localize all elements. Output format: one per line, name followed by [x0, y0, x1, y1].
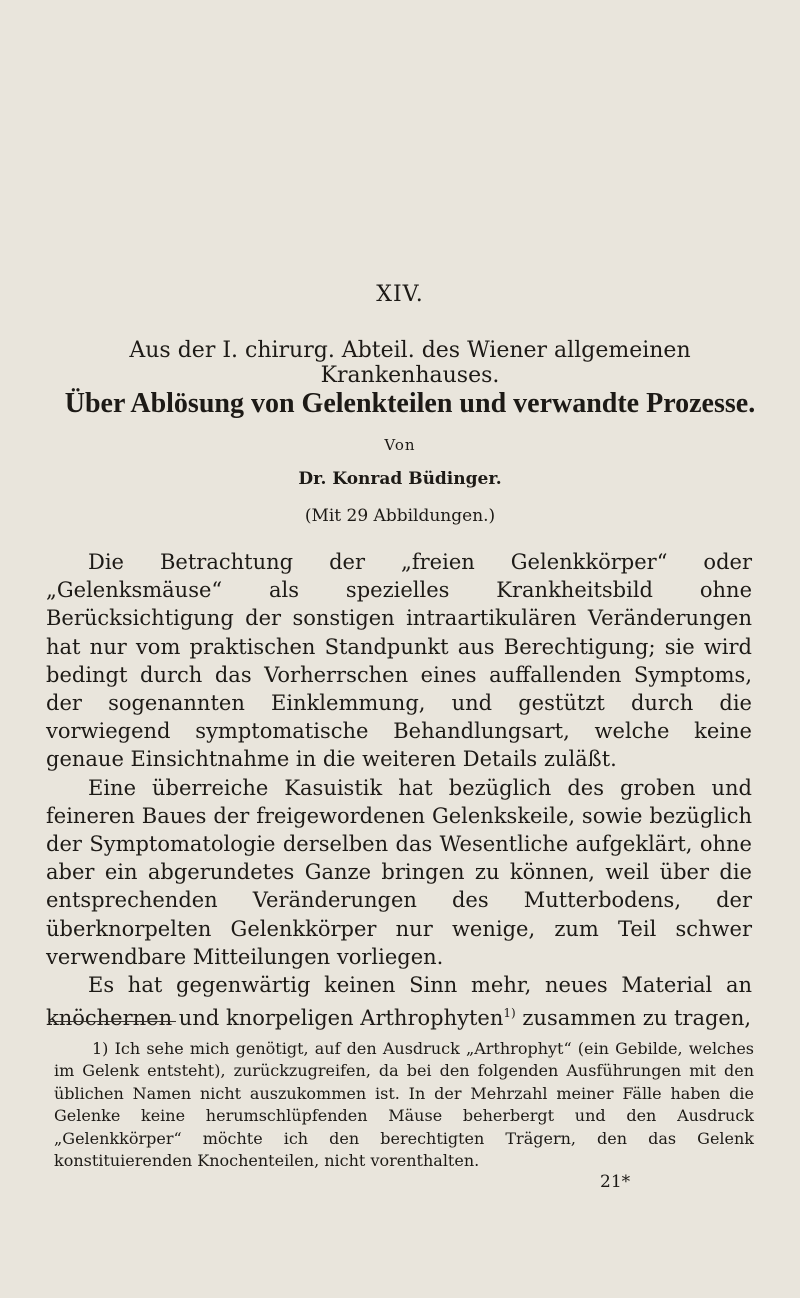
footnote: 1) Ich sehe mich genötigt, auf den Ausdruck „Arthrophyt“ (ein Gebilde, welches im Gelenk entsteht), zurückzugreifen, da bei den folgenden Ausführungen mit den üblichen Namen nicht auszukommen ist. In der Mehrzahl meiner Fälle haben die Gelenke keine herumschlüpfenden Mäuse beherbergt und den Ausdruck „Gelenkkörper“ möchte ich den berechtigten Trägern, den das Gelenk konstituierenden Knochenteilen, nicht vorenthalten. — [54, 1039, 754, 1171]
byline: Von — [384, 436, 416, 454]
footnote-divider — [48, 1021, 176, 1022]
body-text — [46, 548, 752, 1032]
footnote-marker: 1) — [503, 1006, 516, 1021]
paragraph — [46, 971, 752, 1032]
paragraph-text-tail: zusammen zu tragen, — [515, 1006, 752, 1031]
paragraph-text: Es hat gegenwärtig keinen Sinn mehr, neues Material an knöchernen und knorpeligen Arthrophyten — [46, 973, 752, 1031]
paragraph: Die Betrachtung der „freien Gelenkkörper“ oder „Gelenksmäuse“ als spezielles Krankheitsbild ohne Berücksichtigung der sonstigen intraartikulären Veränderungen hat nur vom praktischen Standpunkt aus Berechtigung; sie wird bedingt durch das Vorherrschen eines auffallenden Symptoms, der sogenannten Einklemmung, und gestützt durch die vorwiegend symptomatische Behandlungsart, welche keine genaue Einsichtnahme in die weiteren Details zuläßt. — [46, 550, 752, 772]
paragraph: Eine überreiche Kasuistik hat bezüglich des groben und feineren Baues der freigewordenen Gelenkskeile, sowie bezüglich der Symptomatologie derselben das Wesentliche aufgeklärt, ohne aber ein abgerundetes Ganze bringen zu können, weil über die entsprechenden Veränderungen des Mutterbodens, der überknorpelten Gelenkkörper nur wenige, zum Teil schwer verwendbare Mitteilungen vorliegen. — [46, 775, 752, 969]
chapter-number: XIV. — [376, 282, 424, 307]
signature-mark: 21* — [600, 1172, 631, 1192]
illustration-note: (Mit 29 Abbildungen.) — [304, 506, 496, 526]
author-name: Dr. Konrad Büdinger. — [298, 469, 502, 489]
institute-line: Aus der I. chirurg. Abteil. des Wiener allgemeinen Krankenhauses. — [129, 338, 691, 388]
article-title: Über Ablösung von Gelenkteilen und verwandte Prozesse. — [64, 388, 756, 419]
